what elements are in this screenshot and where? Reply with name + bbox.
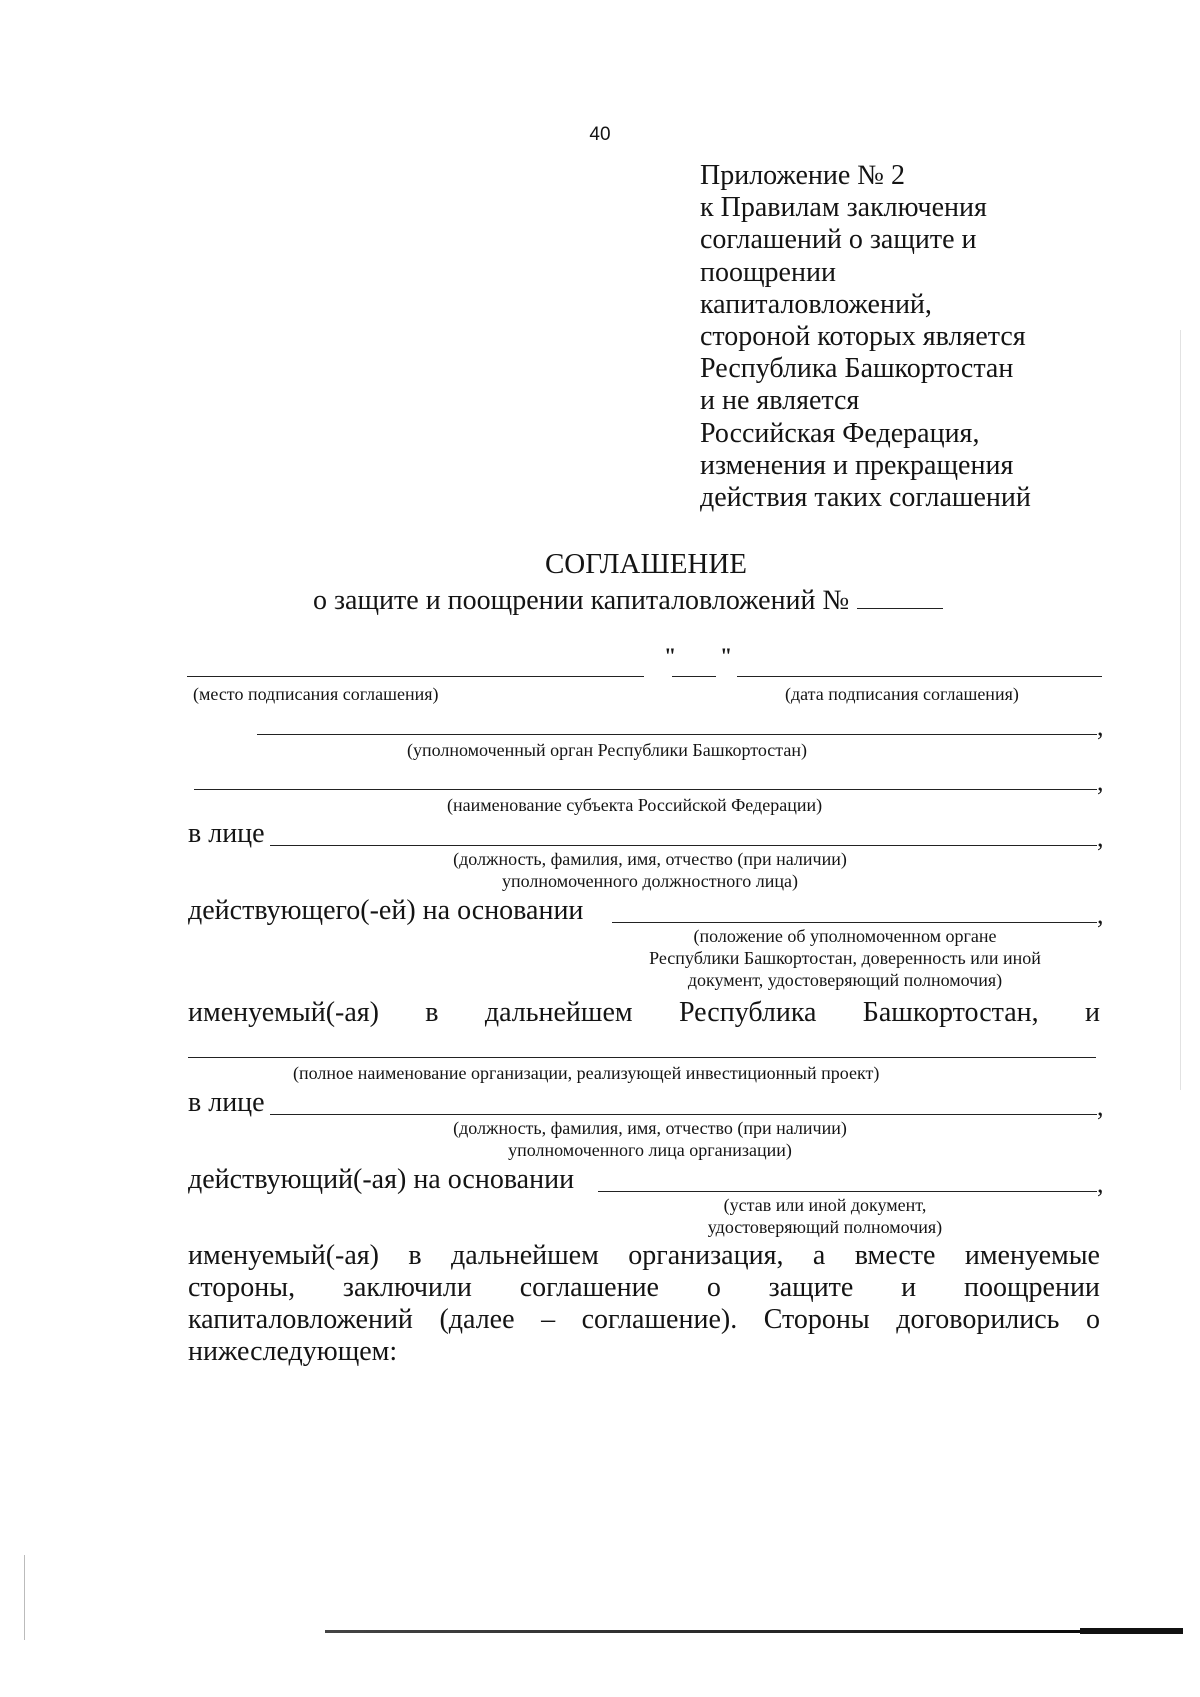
in-person-label: в лице xyxy=(188,818,265,849)
appendix-line: стороной которых является xyxy=(700,321,1026,353)
organization-field[interactable] xyxy=(188,1057,1096,1058)
in-person-label: в лице xyxy=(188,1087,265,1118)
appendix-line: и не является xyxy=(700,385,860,417)
comma: , xyxy=(1097,1092,1104,1121)
signing-place-caption: (место подписания соглашения) xyxy=(193,684,439,704)
word: заключили xyxy=(342,1272,472,1303)
word: Стороны xyxy=(763,1304,870,1335)
word: именуемые xyxy=(964,1240,1100,1271)
representative-caption-line: уполномоченного лица организации) xyxy=(508,1140,792,1160)
named-republic-line xyxy=(188,997,1100,1029)
representative-caption xyxy=(410,1117,890,1161)
appendix-heading xyxy=(700,160,1031,514)
document-subtitle xyxy=(313,584,943,617)
authority-caption: (уполномоченный орган Республики Башкортостан) xyxy=(407,740,807,760)
comma: , xyxy=(1097,712,1104,741)
charter-caption-line: (устав или иной документ, xyxy=(723,1195,927,1215)
word: поощрении xyxy=(963,1272,1100,1303)
signing-date-caption: (дата подписания соглашения) xyxy=(785,684,1019,704)
charter-caption-line: удостоверяющий полномочия) xyxy=(707,1217,943,1237)
word: и xyxy=(901,1272,917,1303)
word: капиталовложений xyxy=(188,1304,413,1335)
document-title: СОГЛАШЕНИЕ xyxy=(544,548,748,580)
word: о xyxy=(1085,1304,1100,1335)
organization-caption: (полное наименование организации, реализующей инвестиционный проект) xyxy=(293,1063,880,1083)
official-field[interactable] xyxy=(270,845,1097,846)
word: в xyxy=(408,1240,422,1271)
representative-caption-line: (должность, фамилия, имя, отчество (при наличии) xyxy=(453,1118,847,1138)
basis-caption-line: Республики Башкортостан, доверенность или иной xyxy=(649,948,1041,968)
word: о xyxy=(706,1272,721,1303)
page-bottom-rule-thick xyxy=(1080,1628,1183,1634)
closing-last-line: нижеследующем: xyxy=(188,1336,398,1367)
appendix-line: соглашений о защите и xyxy=(700,224,977,256)
basis-caption-line: документ, удостоверяющий полномочия) xyxy=(687,970,1003,990)
comma: , xyxy=(1097,767,1104,796)
date-quote-close: " xyxy=(720,643,733,668)
word: – xyxy=(541,1304,556,1335)
closing-line xyxy=(188,1304,1100,1336)
page-number: 40 xyxy=(589,124,611,145)
official-caption-line: уполномоченного должностного лица) xyxy=(502,871,798,891)
word: вместе xyxy=(854,1240,936,1271)
charter-field[interactable] xyxy=(598,1191,1097,1192)
word: а xyxy=(812,1240,826,1271)
closing-line xyxy=(188,1240,1100,1272)
signing-place-field[interactable] xyxy=(187,676,644,677)
appendix-line: Российская Федерация, xyxy=(700,417,980,449)
basis-label: действующий(-ая) на основании xyxy=(188,1164,575,1195)
closing-line xyxy=(188,1272,1100,1304)
basis-field[interactable] xyxy=(612,922,1097,923)
appendix-line: Республика Башкортостан xyxy=(700,353,1014,385)
word: организация, xyxy=(628,1240,784,1271)
organization-representative-field[interactable] xyxy=(270,1114,1097,1115)
signing-day-field[interactable] xyxy=(672,676,716,677)
closing-paragraph xyxy=(188,1240,1100,1368)
word: Республика xyxy=(678,997,817,1028)
word: именуемый(-ая) xyxy=(188,1240,379,1271)
basis-caption xyxy=(600,925,1090,991)
subject-caption: (наименование субъекта Российской Федерации) xyxy=(447,795,823,815)
appendix-line: поощрении xyxy=(700,256,836,288)
subject-field[interactable] xyxy=(194,789,1097,790)
word: дальнейшем xyxy=(484,997,633,1028)
word: и xyxy=(1084,997,1100,1028)
word: (далее xyxy=(439,1304,515,1335)
date-quote-open: " xyxy=(664,643,677,668)
appendix-line: к Правилам заключения xyxy=(700,192,987,224)
basis-caption-line: (положение об уполномоченном органе xyxy=(693,926,997,946)
agreement-number-field[interactable] xyxy=(857,584,943,609)
word: стороны, xyxy=(188,1272,296,1303)
charter-caption xyxy=(640,1194,1010,1238)
page-bottom-rule xyxy=(325,1630,1183,1633)
word: именуемый(-ая) xyxy=(188,997,379,1028)
subtitle-text: о защите и поощрении капиталовложений № xyxy=(313,585,850,616)
word: защите xyxy=(768,1272,854,1303)
signing-date-field[interactable] xyxy=(737,676,1102,677)
basis-label: действующего(-ей) на основании xyxy=(188,895,584,926)
appendix-line: действия таких соглашений xyxy=(700,482,1031,514)
authority-field[interactable] xyxy=(257,734,1097,735)
official-caption-line: (должность, фамилия, имя, отчество (при наличии) xyxy=(453,849,847,869)
word: соглашение xyxy=(519,1272,659,1303)
word: в xyxy=(425,997,439,1028)
scan-edge-mark xyxy=(24,1555,25,1640)
appendix-line: изменения и прекращения xyxy=(700,449,1014,481)
official-caption xyxy=(410,848,890,892)
appendix-line: Приложение № 2 xyxy=(700,160,905,191)
comma: , xyxy=(1097,900,1104,929)
comma: , xyxy=(1097,1169,1104,1198)
word: дальнейшем xyxy=(451,1240,599,1271)
scan-edge-mark xyxy=(1180,330,1181,1090)
appendix-line: капиталовложений, xyxy=(700,288,932,320)
word: Башкортостан, xyxy=(862,997,1039,1028)
word: соглашение). xyxy=(581,1304,738,1335)
word: договорились xyxy=(896,1304,1060,1335)
comma: , xyxy=(1097,823,1104,852)
